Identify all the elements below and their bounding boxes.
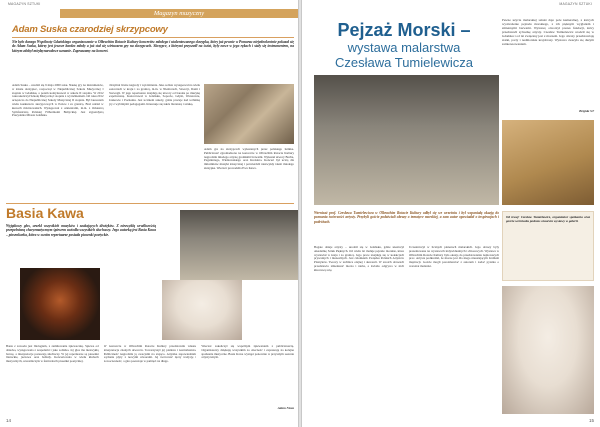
article-title	[314, 20, 494, 70]
article-lead: Wyjątkowy głos, urzekł wszystkich muzyków i szukających dźwięków. Z niezwykłą wrażliwością przepełnioną charyzmatycznym śpiewem uwiodła wszystkich słuchaczy. Jego autorką jest Basia Kawa – piosenkarka, która w swoim repertuarze posiada piosenki poetyckie.	[6, 224, 156, 237]
article-columns	[6, 345, 294, 415]
concert-photo	[204, 84, 294, 144]
article-column: Bogate dzieje artysty – urodził się w Gdańsku, gdzie ukończył Akademię Sztuk Pięknych. Od wielu lat maluje pejzaże morskie, które wystawiał w kraju i za granicą. Jego prace znajdują się w kolekcjach prywatnych i muzealnych. Jest członkiem Związku Polskich Artystów Plastyków. Tworzy w technice olejnej i akwareli. W swoich obrazach przedstawia zmienność morza i nieba, a światło odgrywa w nich kluczową rolę.	[314, 246, 404, 272]
audience-photo	[180, 210, 298, 280]
author-signature: Adam Nisza	[277, 406, 295, 410]
author-signature: Brigida ST	[579, 109, 594, 113]
painting-photo	[502, 120, 594, 205]
caption-box	[502, 211, 594, 281]
running-head: MAGAZYN SZTUKI	[559, 2, 592, 6]
article-column: Wieczór zakończył się wspólnym śpiewaniem z publicznością. Organizatorzy dziękują wszystkim za obecność i zapraszają na kolejne spotkania muzyczne. Basia Kawa wystąpi ponownie w przyszłym sezonie artystycznym.	[201, 345, 295, 360]
page-number: 14	[6, 418, 12, 423]
event-photo	[502, 286, 594, 414]
title-rule	[12, 37, 294, 38]
photo-caption: Od lewej: Czesław Tumielewicz, organizator spotkania oraz goście wernisażu podczas otwarcia wystawy w galerii.	[506, 215, 590, 223]
side-text-block	[502, 18, 594, 118]
left-page	[0, 0, 298, 427]
article-column: Adam Suska – urodził się 9 maja 2000 roku. Naukę gry na instrumencie, w klasie skrzypiec, rozpoczął w Niepublicznej Szkole Muzycznej I stopnia w Gdańsku, a potem kontynuował w szkole II stopnia. W 2012 roku ukończył Szkołę Muzyczną I stopnia z wyróżnieniem. Od roku 2012 uczęszcza do Niepublicznej Szkoły Muzycznej II stopnia. Był laureatem wielu konkursów skrzypcowych w Polsce i za granicą. Brał udział w kursach mistrzowskich. Występował z orkiestrami, m.in. z Orkiestrą Symfoniczną Polskiej Filharmonii Bałtyckiej. Jest stypendystą Prezydenta Miasta Gdańska.	[12, 84, 104, 118]
article-columns	[314, 246, 499, 414]
portrait-photo	[162, 280, 242, 340]
page-number: 15	[588, 418, 594, 423]
article-columns	[12, 84, 200, 198]
article-title: Adam Suska czarodziej skrzypcowy	[12, 24, 168, 35]
article-column: Basia z zawodu jest filologiem, z zamiłowania śpiewaczką. Śpiewa od dziecka, występowała z zespołami i jako solistka. Jej głos ma niezwykłą barwę, a interpretacje poruszają słuchaczy. W jej repertuarze są piosenki literackie, jazzowe oraz ballady. Koncertowała w wielu klubach muzycznych, uczestniczyła w festiwalach piosenki poetyckiej.	[6, 345, 99, 364]
section-banner: Magazyn muzyczny	[60, 9, 298, 18]
singer-photo	[20, 268, 100, 340]
article-title: Basia Kawa	[6, 205, 84, 221]
title-line: Pejzaż Morski –	[337, 20, 471, 40]
article-lead: Wernisaż prof. Czesława Tumielewicza w Olbrachim Rotacie Kultury odbył się we wrześniu i był wspaniałą okazją do poznania twórczości artysty. Przybyli goście podziwiali obrazy o tematyce morskiej, a sam autor opowiadał o inspiracjach i podróżach.	[314, 211, 499, 224]
right-page	[302, 0, 600, 427]
title-line: Czesława Tumielewicza	[335, 55, 473, 70]
title-line: wystawa malarstwa	[347, 40, 461, 55]
article-column: Otrzymał liczne nagrody i wyróżnienia. Jako solista występował na wielu koncertach w kraju i za granicą, m.in. w Niemczech, Szwecji, Danii i Norwegii. W jego repertuarze znajdują się utwory od baroku po muzykę współczesną. Koncertował w Gdańsku, Sopocie, Gdyni, Warszawie, Krakowie i Poznaniu. Jest uczniem szkoły, gdzie pracuje nad techniką gry z wybitnymi pedagogami. Interesuje się także literaturą i sztuką.	[108, 84, 200, 106]
exhibition-photo	[314, 75, 499, 205]
article-lead: Nie było danego Wspólnoty Gdańskiego organizowanie w Olbrachim Rotacie Kultury koncertów młodego i utalentowanego skrzypka, który już pewnie w Pomorzu niejednokrotnie pokazał się do Adam Suska, którzy jest jeszcze bardzo młody a już stał się wirtuozem gry na skrzypcach. Skrzypce, z którymi przyszedł na świat, były nowe w jego rękach i stały się instrumentem, na którym zdobył międzynarodowe uznanie. Zapraszamy na koncert.	[12, 40, 294, 53]
running-head: MAGAZYN SZTUKI	[8, 2, 41, 6]
article-column: Uczestniczył w licznych plenerach malarskich. Jego obrazy były prezentowane na wystawach indywidualnych i zbiorowych. Wystawa w Olbrachim Rotacie Kultury była okazją do przedstawienia najnowszych prac. Artysta podkreślał, że morze jest dla niego nieustającym źródłem inspiracji. Goście mogli porozmawiać z autorem i zadać pytania o warsztat malarski.	[409, 246, 499, 268]
article-column: Adam gra na skrzypcach wykonanych przez polskiego lutnika. Publiczność zgromadzona na koncercie w Olbrachim Rotacie Kultury nagrodziła młodego artystę gromkimi brawami. Wykonał utwory Bacha, Paganiniego, Wieniawskiego oraz Kreislera. Koncert był ucztą dla miłośników muzyki klasycznej i potwierdził niezwykły talent młodego skrzypka. Wieczór prowadziła Ewa Kawa.	[204, 148, 294, 170]
section-rule	[6, 203, 294, 204]
article-column: W koncercie w Olbrachim Rotacie Kultury przedstawiła własne interpretacje znanych utworów. Towarzyszył jej pianista i kontrabasista. Publiczność nagrodziła ją owacjami na stojąco. Artystka zapowiedziała wydanie płyty z nowymi utworami. Jej twórczość łączy tradycję i nowoczesność, a głos pozostaje w pamięci na długo.	[103, 345, 197, 364]
side-text: Pewne użycie malarskiej sztuki daje pole kameralnej, z których wyobrażenie pejzażu morskiego, z ich pięknym wygladem i zmiennymi barwami. Wystawę otworzył prezes fundacji, który przedstawił sylwetkę artysty. Czesław Tumielewicz urodził się w Gdańsku i od lat związany jest z morzem. Jego obrazy przedstawiają statki, porty i nadmorskie krajobrazy. Wystawa cieszyła się dużym zainteresowaniem.	[502, 18, 594, 46]
